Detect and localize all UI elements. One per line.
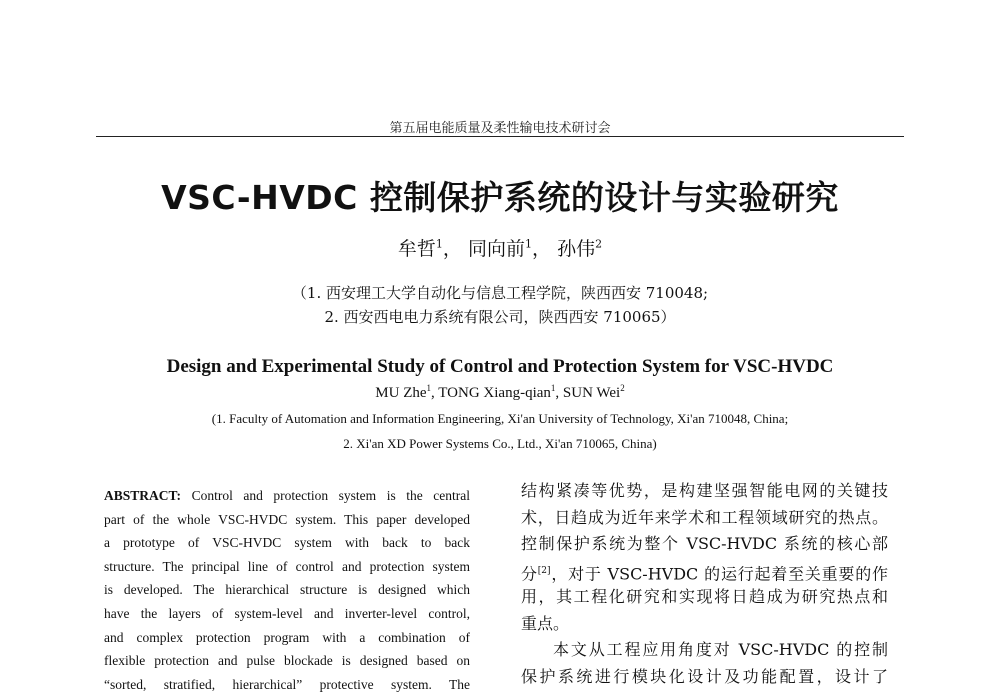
body-line xyxy=(521,558,888,585)
body-line: 术，日趋成为近年来学术和工程领域研究的热点。 xyxy=(521,507,888,527)
body-text: 分 xyxy=(521,563,538,583)
title-en: Design and Experimental Study of Control and Protection System for VSC-HVDC xyxy=(166,356,834,377)
body-line: 重点。 xyxy=(521,613,570,633)
authors-en xyxy=(0,383,1000,402)
author-en: TONG Xiang-qian xyxy=(438,385,551,401)
body-text: ，对于 VSC-HVDC 的运行起着至关重要的作 xyxy=(550,563,888,583)
abstract-line: and complex protection program with a combination of xyxy=(104,629,470,645)
header-rule xyxy=(96,136,904,137)
authors-zh xyxy=(0,234,1000,261)
author-en: MU Zhe xyxy=(375,385,427,401)
body-line: 保护系统进行模块化设计及功能配置，设计了 xyxy=(521,666,888,686)
author-zh-sup: 1 xyxy=(525,237,532,251)
affiliation-en-1: (1. Faculty of Automation and Information Engineering, Xi'an University of Technology, Xi'an 710048, China; xyxy=(211,411,789,426)
body-line: 控制保护系统为整个 VSC-HVDC 系统的核心部 xyxy=(521,534,888,553)
abstract-line: part of the whole VSC-HVDC system. This paper developed xyxy=(104,511,470,527)
running-head: 第五届电能质量及柔性输电技术研讨会 xyxy=(389,121,611,136)
abstract-line: flexible protection and pulse blockade is designed based on xyxy=(104,653,470,669)
author-zh: 同向前 xyxy=(467,238,525,260)
author-en-sup: 2 xyxy=(620,383,625,393)
body-column-right xyxy=(521,478,888,690)
abstract-line: is developed. The hierarchical structure is designed which xyxy=(104,582,470,598)
title-zh: VSC-HVDC 控制保护系统的设计与实验研究 xyxy=(161,178,839,217)
affiliation-en-2: 2. Xi'an XD Power Systems Co., Ltd., Xi'an 710065, China) xyxy=(343,436,657,451)
author-zh-sup: 2 xyxy=(595,237,603,251)
author-zh: 孙伟 xyxy=(557,238,596,260)
abstract-line: “sorted, stratified, hierarchical” protective system. The xyxy=(104,676,470,692)
author-en-sup: 1 xyxy=(426,383,432,393)
abstract-column xyxy=(104,484,470,696)
body-line: 用，其工程化研究和实现将日趋成为研究热点和 xyxy=(521,587,888,606)
author-sep: , xyxy=(555,385,563,401)
author-sep: ， xyxy=(442,238,462,260)
abstract-line: have the layers of system-level and inverter-level control, xyxy=(104,605,470,621)
author-sep: , xyxy=(431,385,439,401)
affiliation-zh-1: （1. 西安理工大学自动化与信息工程学院，陕西西安 710048; xyxy=(291,284,709,302)
abstract-text: Control and protection system is the central xyxy=(191,488,470,503)
abstract-line: structure. The principal line of control and protection system xyxy=(104,558,470,574)
abstract-line xyxy=(104,484,470,508)
abstract-line: a prototype of VSC-HVDC system with back to back xyxy=(104,535,470,551)
body-line: 结构紧凑等优势，是构建坚强智能电网的关键技 xyxy=(521,481,888,500)
author-zh: 牟哲 xyxy=(397,238,436,260)
author-sep: ， xyxy=(532,238,552,260)
author-en: SUN Wei xyxy=(562,385,621,401)
abstract-label: ABSTRACT: xyxy=(104,488,182,503)
body-line: 本文从工程应用角度对 VSC-HVDC 的控制 xyxy=(553,640,888,659)
affiliation-zh-2: 2. 西安西电电力系统有限公司，陕西西安 710065） xyxy=(324,308,676,326)
author-zh-sup: 1 xyxy=(435,237,443,251)
author-en-sup: 1 xyxy=(550,383,556,393)
citation-ref: [2] xyxy=(537,565,551,576)
